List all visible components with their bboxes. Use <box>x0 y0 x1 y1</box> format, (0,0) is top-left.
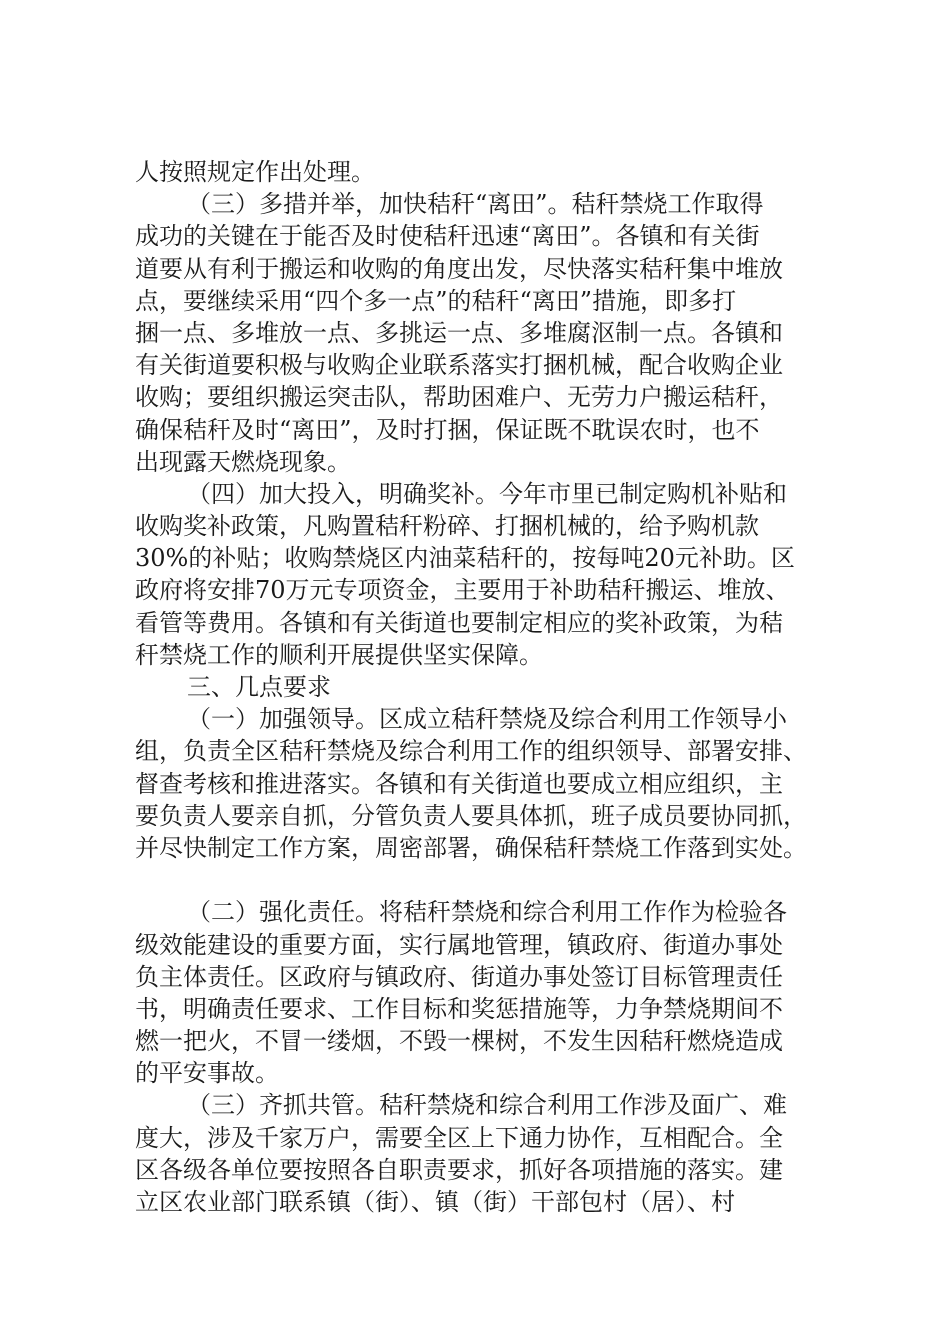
paragraph-heading-3: （三）多措并举，加快秸秆“离田”。秸秆禁烧工作取得 <box>187 190 764 219</box>
text-line: 有关街道要积极与收购企业联系落实打捆机械，配合收购企业 <box>135 351 783 380</box>
text-line: 出现露天燃烧现象。 <box>135 447 351 476</box>
paragraph-heading-2: （二）强化责任。将秸秆禁烧和综合利用工作作为检验各 <box>187 898 787 927</box>
text-line: 组，负责全区秸秆禁烧及综合利用工作的组织领导、部署安排、 <box>135 737 807 766</box>
text-line: 收购奖补政策，凡购置秸秆粉碎、打捆机械的，给予购机款 <box>135 512 759 541</box>
text-line: 确保秸秆及时“离田”，及时打捆，保证既不耽误农时，也不 <box>135 415 760 444</box>
text-line: 点，要继续采用“四个多一点”的秸秆“离田”措施，即多打 <box>135 286 737 315</box>
text-line: 的平安事故。 <box>135 1059 279 1088</box>
text-line: 看管等费用。各镇和有关街道也要制定相应的奖补政策，为秸 <box>135 608 783 637</box>
paragraph-heading-4: （四）加大投入，明确奖补。今年市里已制定购机补贴和 <box>187 479 787 508</box>
text-line: 区各级各单位要按照各自职责要求，抓好各项措施的落实。建 <box>135 1155 783 1184</box>
document-body <box>135 156 835 1218</box>
section-heading: 三、几点要求 <box>187 673 331 701</box>
text-line: 收购；要组织搬运突击队，帮助困难户、无劳力户搬运秸秆， <box>135 383 783 412</box>
paragraph-heading-1: （一）加强领导。区成立秸秆禁烧及综合利用工作领导小 <box>187 705 787 734</box>
text-line: 并尽快制定工作方案，周密部署，确保秸秆禁烧工作落到实处。 <box>135 833 807 862</box>
paragraph-heading-3b: （三）齐抓共管。秸秆禁烧和综合利用工作涉及面广、难 <box>187 1091 787 1120</box>
text-line: 要负责人要亲自抓，分管负责人要具体抓，班子成员要协同抓， <box>135 801 807 830</box>
text-line: 30%的补贴；收购禁烧区内油菜秸秆的，按每吨20元补助。区 <box>135 544 795 573</box>
text-line: 秆禁烧工作的顺利开展提供坚实保障。 <box>135 640 543 669</box>
text-line: 级效能建设的重要方面，实行属地管理，镇政府、街道办事处 <box>135 930 783 959</box>
text-line: 政府将安排70万元专项资金，主要用于补助秸秆搬运、堆放、 <box>135 576 790 605</box>
text-line: 度大，涉及千家万户，需要全区上下通力协作，互相配合。全 <box>135 1123 783 1152</box>
text-line: 书，明确责任要求、工作目标和奖惩措施等，力争禁烧期间不 <box>135 994 783 1023</box>
text-line: 督查考核和推进落实。各镇和有关街道也要成立相应组织，主 <box>135 769 783 798</box>
text-line: 人按照规定作出处理。 <box>135 158 375 186</box>
blank-line <box>135 864 835 896</box>
text-line: 成功的关键在于能否及时使秸秆迅速“离田”。各镇和有关街 <box>135 222 760 251</box>
text-line: 道要从有利于搬运和收购的角度出发，尽快落实秸秆集中堆放 <box>135 254 783 283</box>
text-line: 燃一把火，不冒一缕烟，不毁一棵树，不发生因秸秆燃烧造成 <box>135 1027 783 1056</box>
text-line: 负主体责任。区政府与镇政府、街道办事处签订目标管理责任 <box>135 962 783 991</box>
text-line: 立区农业部门联系镇（街）、镇（街）干部包村（居）、村 <box>135 1188 735 1216</box>
text-line: 捆一点、多堆放一点、多挑运一点、多堆腐沤制一点。各镇和 <box>135 318 783 347</box>
